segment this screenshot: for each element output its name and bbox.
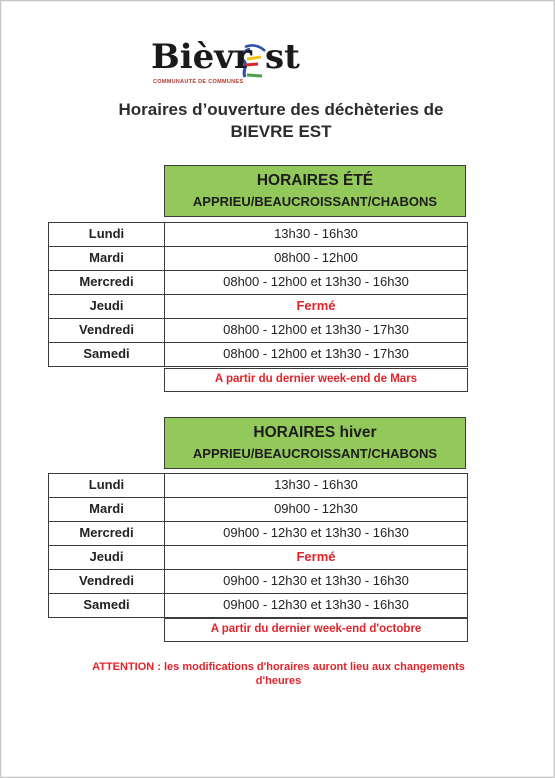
winter-subtitle: APPRIEU/BEAUCROISSANT/CHABONS: [192, 446, 438, 461]
hours-cell: 08h00 - 12h00 et 13h30 - 17h30: [165, 319, 468, 342]
table-row: [49, 594, 468, 618]
closed-cell: Fermé: [165, 295, 468, 318]
page-title-line1: Horaires d’ouverture des déchèteries de: [118, 100, 444, 119]
hours-cell: 08h00 - 12h00 et 13h30 - 16h30: [165, 271, 468, 294]
closed-cell: Fermé: [165, 546, 468, 569]
logo-wordmark: Bièvr: [151, 37, 252, 77]
day-cell: Mardi: [49, 247, 165, 270]
summer-header: [164, 165, 466, 217]
hours-cell: 13h30 - 16h30: [165, 223, 468, 246]
attention-notice: [41, 660, 516, 688]
day-cell: Vendredi: [49, 319, 165, 342]
table-row: [49, 522, 468, 546]
hours-cell: 09h00 - 12h30 et 13h30 - 16h30: [165, 522, 468, 545]
attention-line1: ATTENTION : les modifications d'horaires auront lieu aux changements: [92, 661, 465, 673]
winter-note: A partir du dernier week-end d'octobre: [164, 618, 468, 642]
hours-cell: 09h00 - 12h30 et 13h30 - 16h30: [165, 570, 468, 593]
logo-tagline: COMMUNAUTÉ DE COMMUNES: [153, 79, 244, 85]
day-cell: Mercredi: [49, 522, 165, 545]
table-row: [49, 271, 468, 295]
hours-cell: 09h00 - 12h30: [165, 498, 468, 521]
table-row: [49, 223, 468, 247]
day-cell: Jeudi: [49, 295, 165, 318]
day-cell: Samedi: [49, 343, 165, 366]
day-cell: Vendredi: [49, 570, 165, 593]
hours-cell: 13h30 - 16h30: [165, 474, 468, 497]
table-row: [49, 343, 468, 367]
summer-title: HORAIRES ÉTÉ: [256, 172, 374, 189]
day-cell: Mercredi: [49, 271, 165, 294]
day-cell: Mardi: [49, 498, 165, 521]
table-row: [49, 498, 468, 522]
winter-header: [164, 417, 466, 469]
table-row: [49, 247, 468, 271]
winter-title: HORAIRES hiver: [253, 424, 377, 441]
table-row: [49, 295, 468, 319]
summer-table: [48, 222, 468, 367]
hours-cell: 09h00 - 12h30 et 13h30 - 16h30: [165, 594, 468, 617]
day-cell: Lundi: [49, 223, 165, 246]
hours-cell: 08h00 - 12h00 et 13h30 - 17h30: [165, 343, 468, 366]
summer-note: A partir du dernier week-end de Mars: [164, 368, 468, 392]
table-row: [49, 570, 468, 594]
day-cell: Lundi: [49, 474, 165, 497]
bievre-est-logo: [147, 35, 317, 95]
summer-subtitle: APPRIEU/BEAUCROISSANT/CHABONS: [192, 194, 438, 209]
day-cell: Samedi: [49, 594, 165, 617]
attention-line2: d'heures: [255, 675, 302, 687]
table-row: [49, 546, 468, 570]
table-row: [49, 319, 468, 343]
winter-table: [48, 473, 468, 618]
logo-wordmark-end: st: [265, 37, 300, 77]
day-cell: Jeudi: [49, 546, 165, 569]
page-title-line2: BIEVRE EST: [230, 122, 332, 141]
table-row: [49, 474, 468, 498]
hours-cell: 08h00 - 12h00: [165, 247, 468, 270]
